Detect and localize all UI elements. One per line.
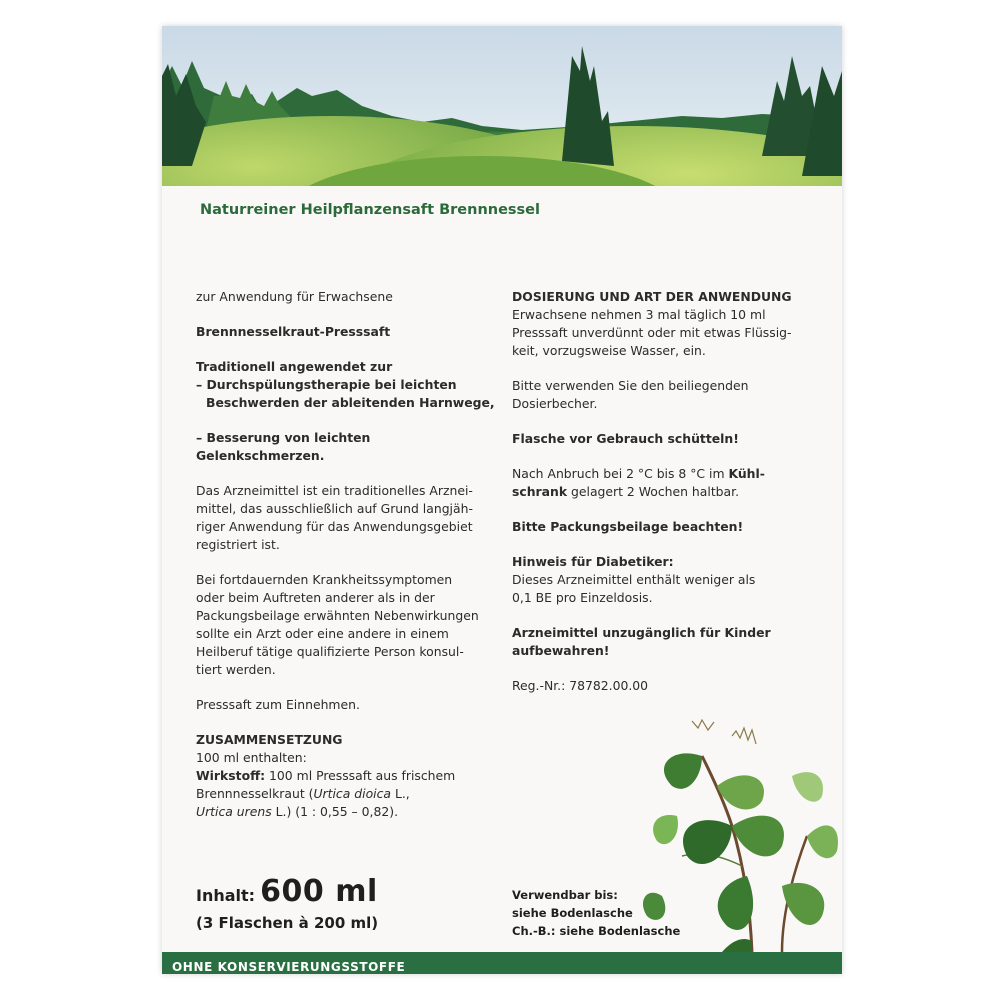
left-column bbox=[196, 288, 496, 838]
dosage-heading: DOSIERUNG UND ART DER ANWENDUNG bbox=[512, 289, 792, 304]
footer-banner: OHNE KONSERVIERUNGSSTOFFE bbox=[162, 952, 842, 974]
composition-intro: 100 ml enthalten: bbox=[196, 750, 307, 765]
storage-pre: Nach Anbruch bei 2 °C bis 8 °C im bbox=[512, 466, 729, 481]
volume-value: 600 ml bbox=[260, 874, 378, 909]
indication-2: – Besserung von leichten Gelenkschmerzen. bbox=[196, 430, 371, 463]
warning-line: Packungsbeilage erwähnten Nebenwirkungen bbox=[196, 608, 479, 623]
registration-text bbox=[196, 482, 496, 554]
registration-number: Reg.-Nr.: 78782.00.00 bbox=[512, 678, 649, 693]
herb-line-1 bbox=[196, 785, 496, 803]
dosage-block bbox=[512, 288, 802, 360]
herb-line-2 bbox=[196, 803, 496, 821]
expiry-info bbox=[512, 886, 680, 940]
active-ingredient-line bbox=[196, 767, 496, 785]
diabetic-line: 0,1 BE pro Einzeldosis. bbox=[512, 590, 653, 605]
dosage-line: Presssaft unverdünnt oder mit etwas Flüssig- bbox=[512, 325, 792, 340]
dosage-line: keit, vorzugsweise Wasser, ein. bbox=[512, 343, 706, 358]
volume-info bbox=[196, 874, 378, 909]
right-column bbox=[512, 288, 802, 712]
registration-line: riger Anwendung für das Anwendungsgebiet bbox=[196, 519, 473, 534]
herb-text: Brennnesselkraut ( bbox=[196, 786, 314, 801]
warning-line: tiert werden. bbox=[196, 662, 276, 677]
warning-line: sollte ein Arzt oder eine andere in einem bbox=[196, 626, 449, 641]
diabetic-heading: Hinweis für Diabetiker: bbox=[512, 554, 674, 569]
children-line-1: Arzneimittel unzugänglich für Kinder bbox=[512, 625, 771, 640]
composition-block bbox=[196, 731, 496, 821]
herb-text-end: L., bbox=[391, 786, 410, 801]
cup-line: Bitte verwenden Sie den beiliegenden bbox=[512, 378, 749, 393]
cup-line: Dosierbecher. bbox=[512, 396, 598, 411]
warning-text bbox=[196, 571, 496, 679]
species-1: Urtica dioica bbox=[313, 786, 391, 801]
volume-label: Inhalt: bbox=[196, 886, 256, 905]
cup-text bbox=[512, 377, 802, 413]
storage-fridge-1: Kühl- bbox=[728, 466, 765, 481]
traditional-heading: Traditionell angewendet zur bbox=[196, 359, 393, 374]
bottle-count: (3 Flaschen à 200 ml) bbox=[196, 914, 379, 932]
registration-line: registriert ist. bbox=[196, 537, 280, 552]
indications-block bbox=[196, 358, 496, 412]
indication-1-line-1: – Durchspülungstherapie bei leichten bbox=[196, 377, 457, 392]
herb-ratio: L.) (1 : 0,55 – 0,82). bbox=[271, 804, 399, 819]
batch-line: Ch.-B.: siehe Bodenlasche bbox=[512, 924, 681, 938]
expiry-line-2: siehe Bodenlasche bbox=[512, 906, 633, 920]
product-title: Naturreiner Heilpflanzensaft Brennnessel bbox=[200, 202, 540, 218]
shake-text: Flasche vor Gebrauch schütteln! bbox=[512, 431, 739, 446]
forest-landscape-illustration bbox=[162, 26, 842, 186]
storage-text bbox=[512, 465, 802, 501]
children-warning bbox=[512, 624, 802, 660]
active-label: Wirkstoff: bbox=[196, 768, 266, 783]
leaflet-text: Bitte Packungsbeilage beachten! bbox=[512, 519, 744, 534]
warning-line: Bei fortdauernden Krankheitssymptomen bbox=[196, 572, 453, 587]
dosage-line: Erwachsene nehmen 3 mal täglich 10 ml bbox=[512, 307, 766, 322]
composition-heading: ZUSAMMENSETZUNG bbox=[196, 732, 343, 747]
package-back-panel bbox=[162, 26, 842, 974]
active-text: 100 ml Presssaft aus frischem bbox=[269, 768, 456, 783]
children-line-2: aufbewahren! bbox=[512, 643, 610, 658]
species-2: Urtica urens bbox=[196, 804, 272, 819]
storage-line-1 bbox=[512, 465, 802, 483]
indication-1-line-2: Beschwerden der ableitenden Harnwege, bbox=[206, 395, 495, 410]
warning-line: oder beim Auftreten anderer als in der bbox=[196, 590, 435, 605]
usage-text: zur Anwendung für Erwachsene bbox=[196, 289, 393, 304]
storage-line-2 bbox=[512, 483, 802, 501]
preparation-text: Brennnesselkraut-Presssaft bbox=[196, 324, 391, 339]
registration-line: Das Arzneimittel ist ein traditionelles Arznei- bbox=[196, 483, 473, 498]
registration-line: mittel, das ausschließlich auf Grund langjäh- bbox=[196, 501, 473, 516]
warning-line: Heilberuf tätige qualifizierte Person konsul- bbox=[196, 644, 464, 659]
storage-post: gelagert 2 Wochen haltbar. bbox=[567, 484, 740, 499]
diabetic-line: Dieses Arzneimittel enthält weniger als bbox=[512, 572, 756, 587]
intake-text: Presssaft zum Einnehmen. bbox=[196, 697, 360, 712]
diabetic-block bbox=[512, 553, 802, 607]
storage-fridge-2: schrank bbox=[512, 484, 568, 499]
expiry-line-1: Verwendbar bis: bbox=[512, 888, 618, 902]
